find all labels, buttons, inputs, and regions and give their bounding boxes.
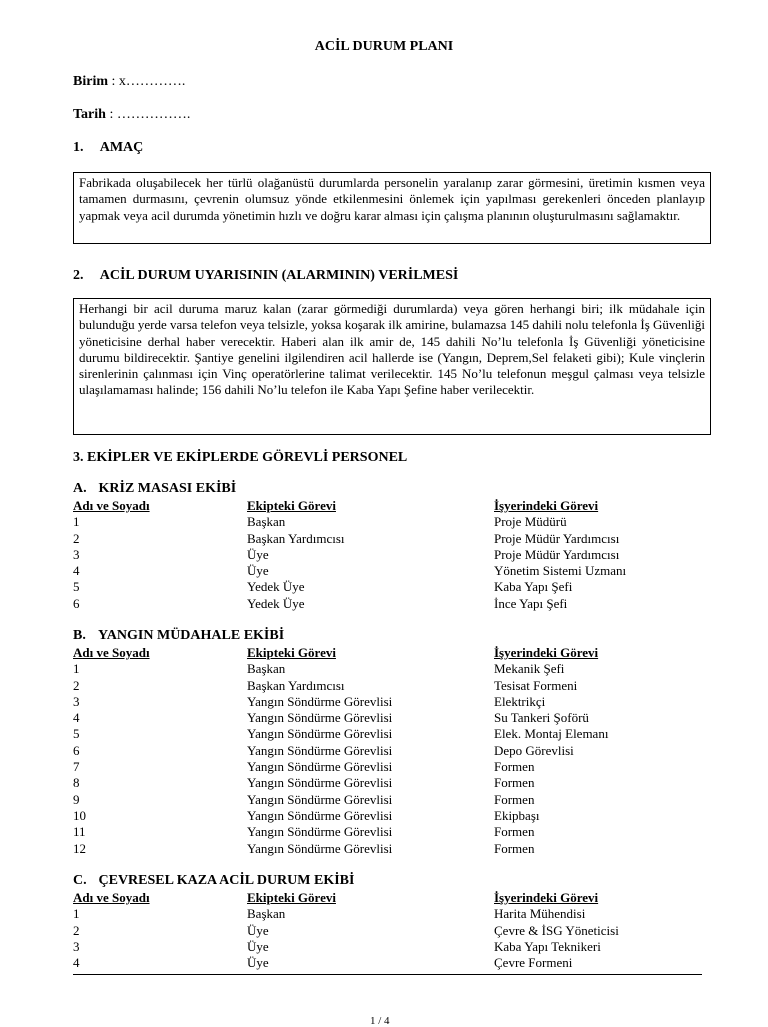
member-number: 2 — [73, 677, 80, 693]
job-role: Proje Müdür Yardımcısı — [494, 546, 620, 562]
member-number: 1 — [73, 514, 80, 530]
team-role: Başkan — [247, 906, 286, 922]
table-row — [73, 841, 714, 857]
member-number: 9 — [73, 791, 80, 807]
member-number: 7 — [73, 759, 80, 775]
column-header-name: Adı ve Soyadı — [73, 498, 150, 513]
member-number: 3 — [73, 693, 80, 709]
birim-line — [73, 74, 185, 90]
team-role: Yangın Söndürme Görevlisi — [247, 840, 393, 856]
job-role: Formen — [494, 791, 535, 807]
team-role: Yangın Söndürme Görevlisi — [247, 693, 393, 709]
team-role: Yangın Söndürme Görevlisi — [247, 775, 393, 791]
column-header-job-role: İşyerindeki Görevi — [494, 645, 599, 660]
team-role: Üye — [247, 546, 269, 562]
table-row — [73, 726, 714, 742]
team-role: Yangın Söndürme Görevlisi — [247, 726, 393, 742]
team-role: Yangın Söndürme Görevlisi — [247, 791, 393, 807]
alarm-text-box: Herhangi bir acil duruma maruz kalan (zarar görmediği durumlarda) veya gören herhangi biri; ilk müdahale için bulunduğu yerde varsa telefon veya telsizle, yoksa koşarak ilk amirine, bulamazsa 145 dahili nolu telefonla İş Güvenliği yöneticisine derhal haber verecektir. Haberi alan ilk amir de, 145 dahili No’lu telefonla İş Güvenliği yöneticisine durumu bildirecektir. Şantiye genelini ilgilendiren acil hallerde ise (Yangın, Deprem,Sel felaketi gibi); Kule vinçlerin sirenlerinin çalınması için Vinç operatörlerine talimat verilecektir. 145 No’lu telefonun meşgul çalması veya telsizle ulaşılamaması halinde; 156 dahili No’lu telefon ile Kaba Yapı Şefine haber verilecektir. — [73, 298, 711, 435]
table-header-row — [73, 890, 714, 906]
team-title: ÇEVRESEL KAZA ACİL DURUM EKİBİ — [98, 873, 355, 888]
table-header-row — [73, 645, 714, 661]
team-cevre-heading — [73, 873, 354, 889]
job-role: Proje Müdür Yardımcısı — [494, 530, 620, 546]
job-role: Su Tankeri Şoförü — [494, 710, 589, 726]
tarih-line — [73, 107, 190, 123]
team-cevre-table — [73, 890, 714, 971]
team-role: Yangın Söndürme Görevlisi — [247, 742, 393, 758]
member-number: 3 — [73, 546, 80, 562]
table-row — [73, 710, 714, 726]
table-row — [73, 531, 714, 547]
member-number: 5 — [73, 579, 80, 595]
team-yangin-table — [73, 645, 714, 857]
table-row — [73, 906, 714, 922]
member-number: 8 — [73, 775, 80, 791]
birim-value: : x…………. — [111, 74, 186, 89]
table-row — [73, 939, 714, 955]
team-role: Yangın Söndürme Görevlisi — [247, 807, 393, 823]
job-role: İnce Yapı Şefi — [494, 595, 568, 611]
team-kriz-table — [73, 498, 714, 612]
table-row — [73, 743, 714, 759]
team-role: Üye — [247, 563, 269, 579]
member-number: 2 — [73, 530, 80, 546]
member-number: 10 — [73, 807, 86, 823]
table-row — [73, 661, 714, 677]
team-role: Yedek Üye — [247, 595, 305, 611]
team-role: Başkan Yardımcısı — [247, 677, 345, 693]
member-number: 12 — [73, 840, 86, 856]
job-role: Kaba Yapı Teknikeri — [494, 938, 601, 954]
table-row — [73, 563, 714, 579]
column-header-name: Adı ve Soyadı — [73, 645, 150, 660]
team-number: A. — [73, 481, 87, 496]
team-role: Başkan Yardımcısı — [247, 530, 345, 546]
member-number: 3 — [73, 938, 80, 954]
table-row — [73, 579, 714, 595]
job-role: Proje Müdürü — [494, 514, 567, 530]
member-number: 1 — [73, 906, 80, 922]
page-number: 1 / 4 — [370, 1015, 390, 1027]
team-kriz-heading — [73, 481, 236, 497]
team-title: YANGIN MÜDAHALE EKİBİ — [97, 628, 285, 643]
job-role: Depo Görevlisi — [494, 742, 574, 758]
team-role: Yangın Söndürme Görevlisi — [247, 710, 393, 726]
table-row — [73, 923, 714, 939]
table-row — [73, 547, 714, 563]
member-number: 2 — [73, 922, 80, 938]
table-row — [73, 678, 714, 694]
birim-label: Birim — [73, 74, 108, 89]
table-row — [73, 596, 714, 612]
tarih-label: Tarih — [73, 107, 106, 122]
table-header-row — [73, 498, 714, 514]
member-number: 4 — [73, 563, 80, 579]
job-role: Formen — [494, 824, 535, 840]
job-role: Mekanik Şefi — [494, 661, 565, 677]
member-number: 6 — [73, 595, 80, 611]
bottom-divider — [73, 974, 702, 975]
job-role: Yönetim Sistemi Uzmanı — [494, 563, 627, 579]
job-role: Formen — [494, 759, 535, 775]
team-role: Üye — [247, 955, 269, 971]
team-role: Başkan — [247, 514, 286, 530]
team-role: Üye — [247, 922, 269, 938]
job-role: Ekipbaşı — [494, 807, 540, 823]
tarih-value: : ……………. — [109, 107, 191, 122]
column-header-name: Adı ve Soyadı — [73, 890, 150, 905]
column-header-job-role: İşyerindeki Görevi — [494, 498, 599, 513]
team-role: Yedek Üye — [247, 579, 305, 595]
table-row — [73, 808, 714, 824]
column-header-team-role: Ekipteki Görevi — [247, 645, 336, 660]
table-row — [73, 824, 714, 840]
section-title: AMAÇ — [99, 140, 144, 155]
team-number: B. — [73, 628, 86, 643]
section-ekipler-heading: 3. EKİPLER VE EKİPLERDE GÖREVLİ PERSONEL — [73, 450, 408, 465]
table-row — [73, 792, 714, 808]
team-role: Başkan — [247, 661, 286, 677]
amac-text-box: Fabrikada oluşabilecek her türlü olağanüstü durumlarda personelin yaralanıp zarar görmesini, üretimin kısmen veya tamamen durmasını, çevrenin olumsuz yönde etkilenmesini önlemek için yapılması gerekenleri önceden planlayıp yapmak veya acil durumda yönetimin hızlı ve doğru karar alması için çalışma planının oluşturulmasını sağlamaktır. — [73, 172, 711, 244]
job-role: Kaba Yapı Şefi — [494, 579, 573, 595]
table-row — [73, 514, 714, 530]
column-header-team-role: Ekipteki Görevi — [247, 498, 336, 513]
section-number: 2. — [73, 268, 84, 283]
team-yangin-heading — [73, 628, 284, 644]
member-number: 4 — [73, 710, 80, 726]
member-number: 5 — [73, 726, 80, 742]
table-row — [73, 694, 714, 710]
job-role: Tesisat Formeni — [494, 677, 578, 693]
section-alarm-heading — [73, 268, 458, 284]
job-role: Harita Mühendisi — [494, 906, 586, 922]
section-amac-heading — [73, 140, 143, 156]
job-role: Çevre & İSG Yöneticisi — [494, 922, 619, 938]
team-role: Yangın Söndürme Görevlisi — [247, 759, 393, 775]
document-title: ACİL DURUM PLANI — [314, 39, 454, 54]
column-header-team-role: Ekipteki Görevi — [247, 890, 336, 905]
team-number: C. — [73, 873, 87, 888]
job-role: Formen — [494, 840, 535, 856]
member-number: 6 — [73, 742, 80, 758]
job-role: Elek. Montaj Elemanı — [494, 726, 609, 742]
team-role: Üye — [247, 938, 269, 954]
table-row — [73, 775, 714, 791]
member-number: 1 — [73, 661, 80, 677]
team-role: Yangın Söndürme Görevlisi — [247, 824, 393, 840]
job-role: Elektrikçi — [494, 693, 546, 709]
column-header-job-role: İşyerindeki Görevi — [494, 890, 599, 905]
member-number: 11 — [73, 824, 86, 840]
job-role: Formen — [494, 775, 535, 791]
table-row — [73, 955, 714, 971]
table-row — [73, 759, 714, 775]
job-role: Çevre Formeni — [494, 955, 573, 971]
section-number: 1. — [73, 140, 84, 155]
member-number: 4 — [73, 955, 80, 971]
team-title: KRİZ MASASI EKİBİ — [98, 481, 237, 496]
section-title: ACİL DURUM UYARISININ (ALARMININ) VERİLMESİ — [99, 268, 459, 283]
